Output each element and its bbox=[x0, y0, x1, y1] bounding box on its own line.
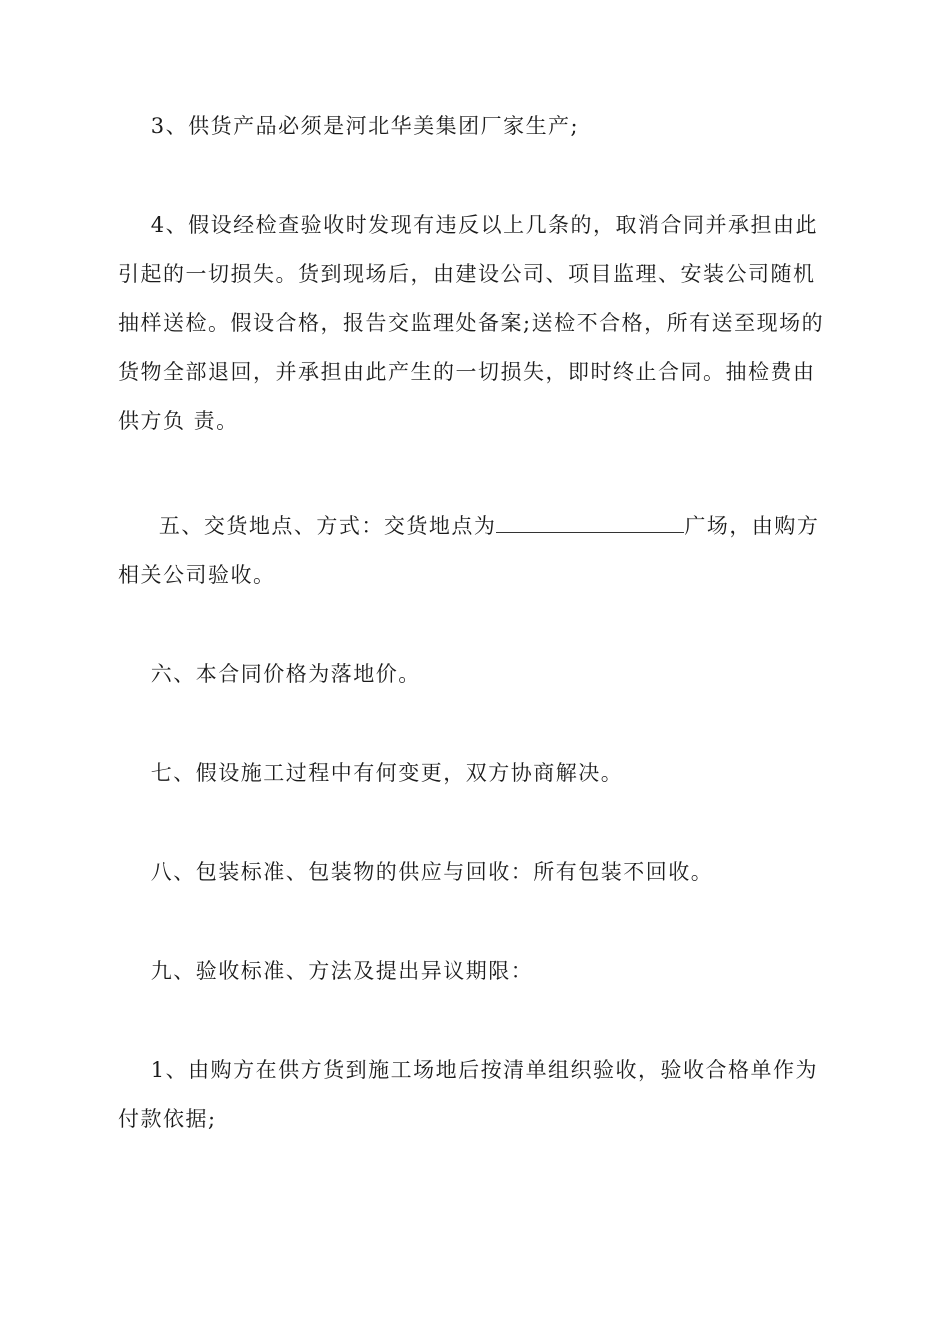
clause-8-packaging: 八、包装标准、包装物的供应与回收：所有包装不回收。 bbox=[118, 860, 714, 884]
clause-3-supplier-origin: 3、供货产品必须是河北华美集团厂家生产; bbox=[118, 114, 580, 138]
clause-7-changes: 七、假设施工过程中有何变更，双方协商解决。 bbox=[118, 761, 624, 785]
clause-5-text-after-blank: 广场，由购方相关公司验收。 bbox=[118, 514, 820, 587]
clause-9-acceptance-heading: 九、验收标准、方法及提出异议期限： bbox=[118, 959, 534, 983]
clause-4-inspection: 4、假设经检查验收时发现有违反以上几条的，取消合同并承担由此引起的一切损失。货到现场后，由建设公司、项目监理、安装公司随机抽样送检。假设合格，报告交监理处备案;送检不合格，所有送至现场的货物全部退回，并承担由此产生的一切损失，即时终止合同。抽检费由供方负 责。 bbox=[118, 213, 825, 433]
clause-5-text-before-blank: 五、交货地点、方式：交货地点为 bbox=[118, 514, 497, 538]
delivery-location-blank bbox=[496, 510, 684, 533]
clause-9-1-acceptance: 1、由购方在供方货到施工场地后按清单组织验收，验收合格单作为付款依据; bbox=[118, 1058, 819, 1131]
clause-5-delivery-location bbox=[118, 502, 832, 600]
clause-6-price: 六、本合同价格为落地价。 bbox=[118, 662, 421, 686]
